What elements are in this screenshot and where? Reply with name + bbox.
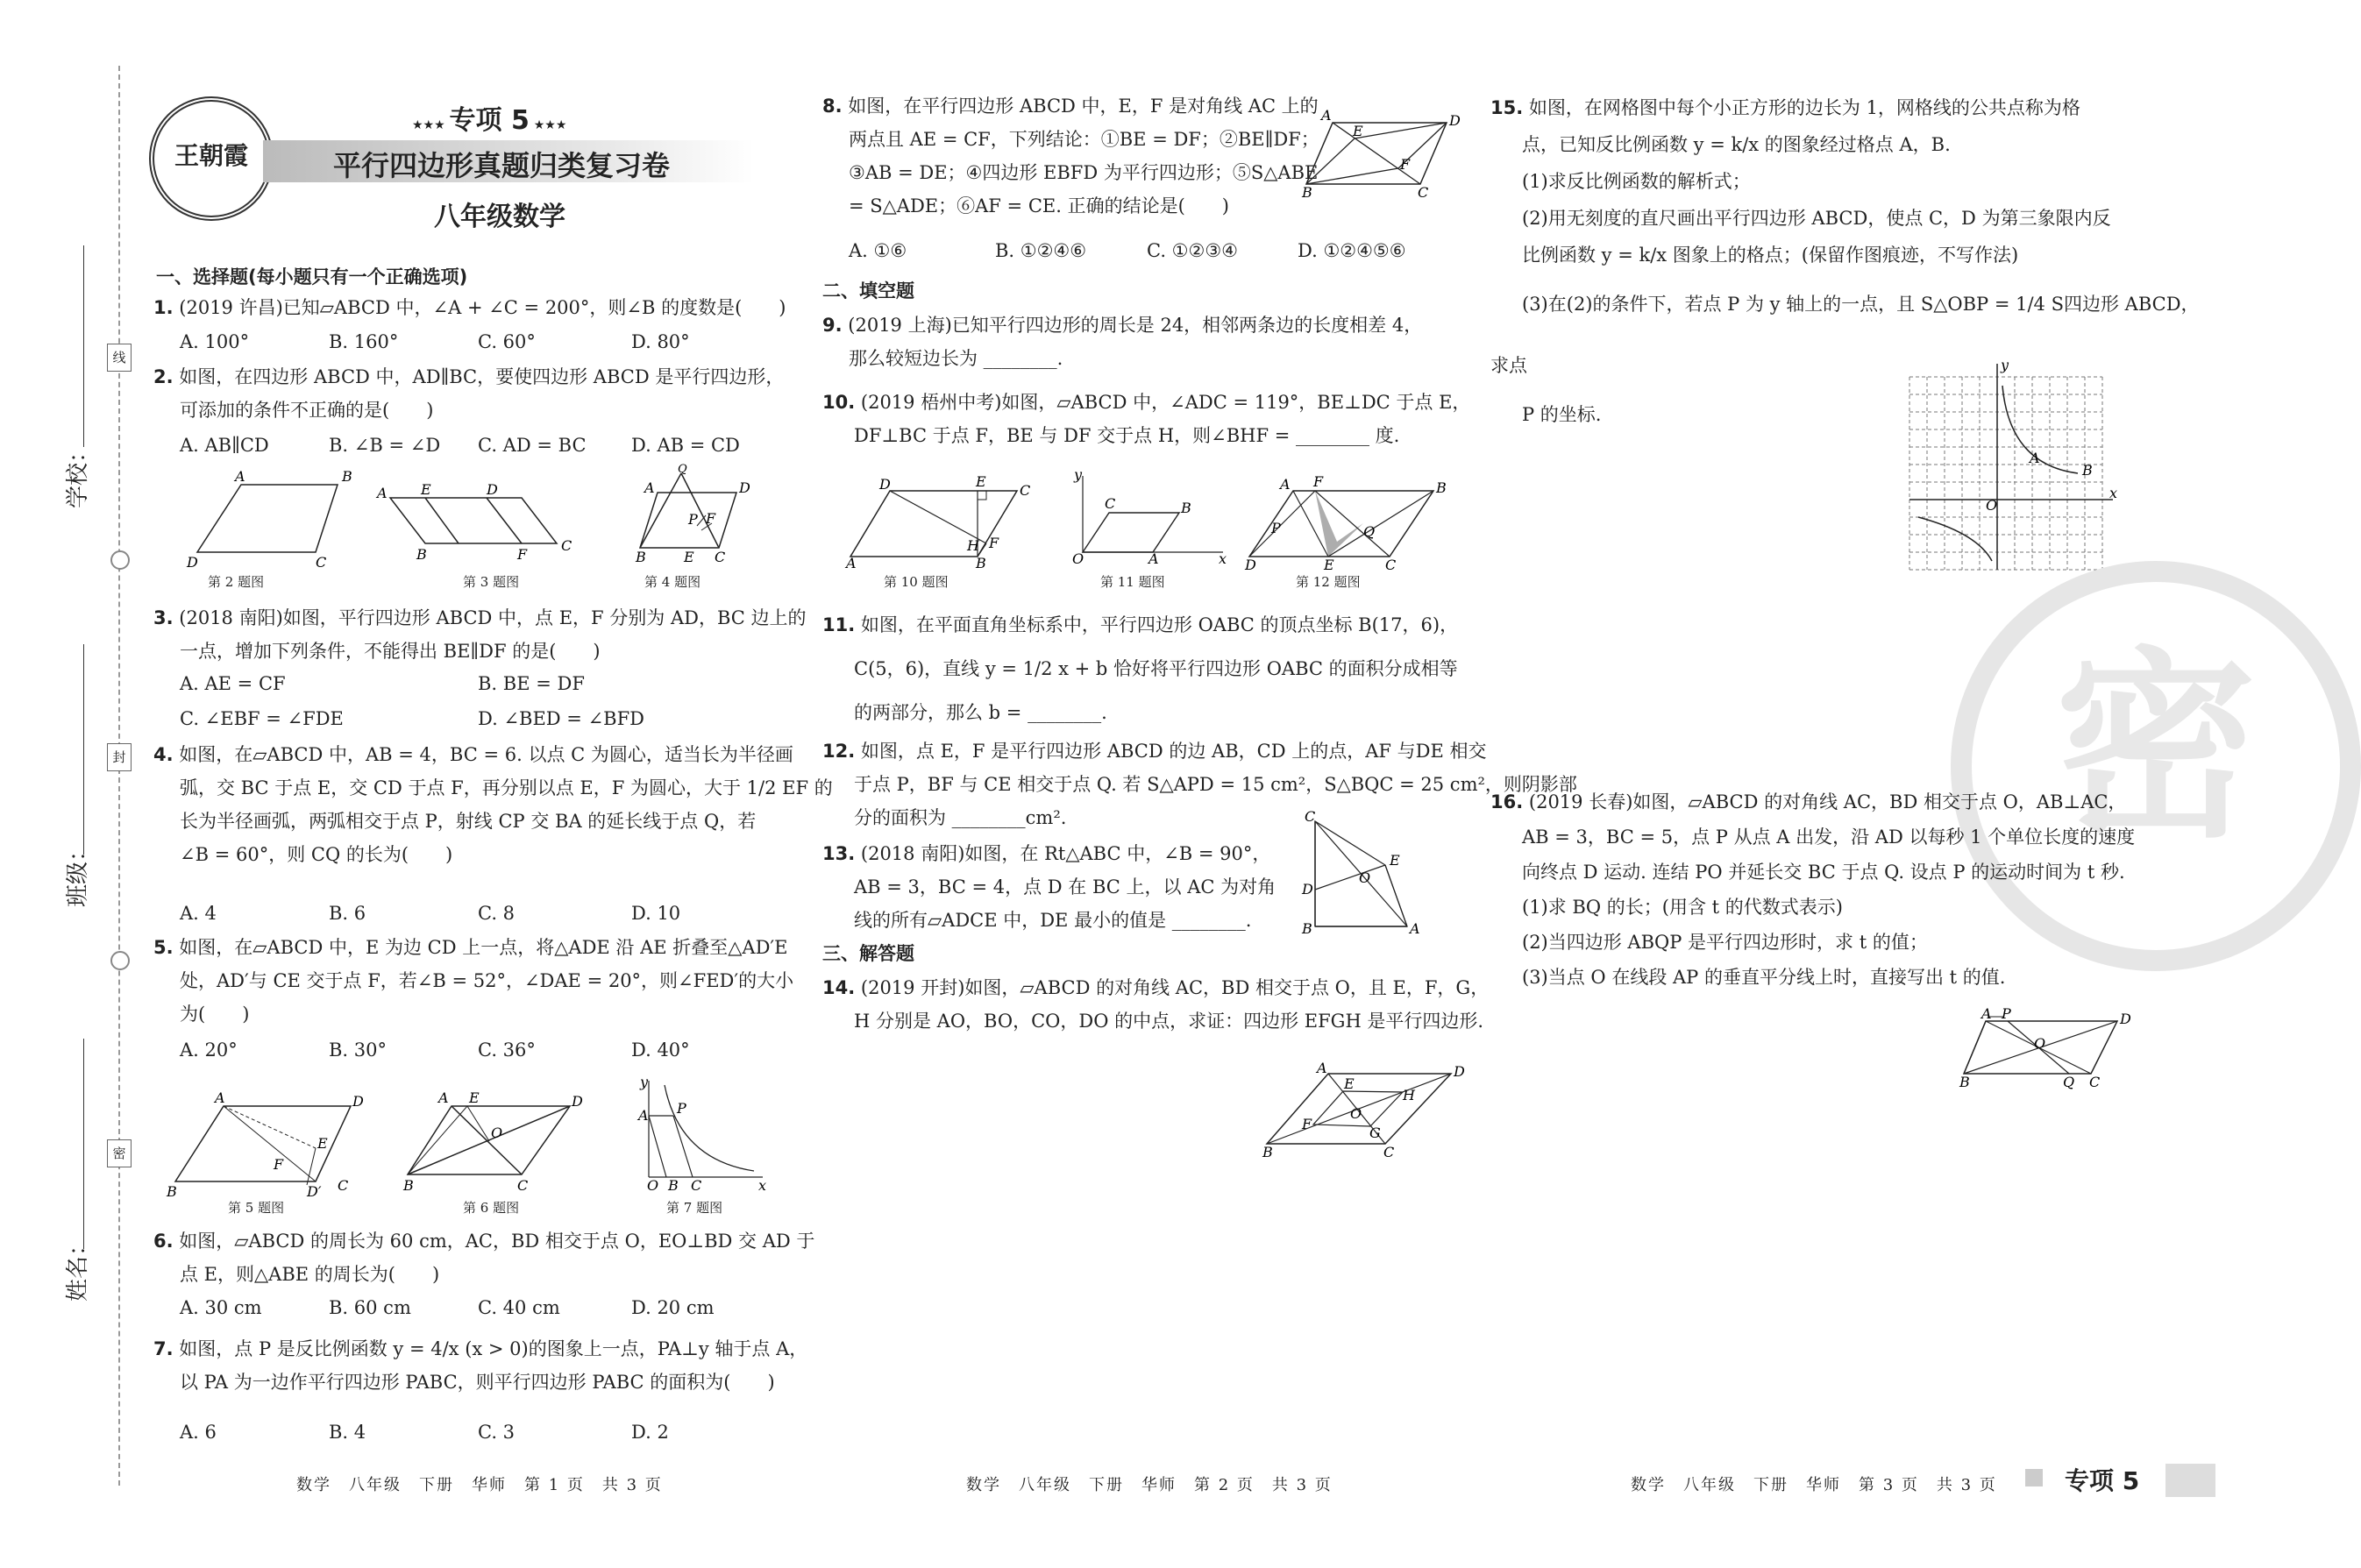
subject-tag-text: 专项 5 (449, 105, 530, 136)
class-line (83, 644, 84, 855)
question-number: 1. (153, 297, 174, 318)
school-line (83, 245, 84, 447)
question-text: DF⊥BC 于点 F，BE 与 DF 交于点 H，则∠BHF = ________ 度. (854, 425, 1400, 446)
option-d: D. 10 (631, 903, 681, 924)
svg-text:E: E (469, 1089, 480, 1106)
figure-3 (373, 482, 574, 565)
figure-4 (636, 463, 758, 570)
question-text: 长为半径画弧，两弧相交于点 P，射线 CP 交 BA 的延长线于点 Q，若 (180, 811, 757, 832)
question-text: P 的坐标. (1522, 404, 1602, 425)
question-9 (822, 309, 1422, 375)
option-b: B. 160° (329, 331, 399, 352)
figure-6 (403, 1087, 587, 1196)
logo (149, 96, 274, 221)
svg-text:D: D (2120, 1011, 2131, 1027)
question-text: AB = 3，BC = 5，点 P 从点 A 出发，沿 AD 以每秒 1 个单位长度的速度 (1522, 827, 2136, 848)
page-title: 平行四边形真题归类复习卷 (333, 149, 671, 182)
question-text: 如图，点 E，F 是平行四边形 ABCD 的边 AB，CD 上的点，AF 与DE 相交 (860, 741, 1487, 762)
svg-text:C: C (1418, 184, 1429, 201)
question-text: 如图，在四边形 ABCD 中，AD∥BC，要使四边形 ABCD 是平行四边形， (179, 366, 785, 387)
svg-text:F: F (517, 546, 528, 563)
option-c: C. 60° (478, 331, 536, 352)
svg-text:D: D (1302, 881, 1313, 898)
svg-text:F: F (706, 510, 716, 527)
question-text: AB = 3，BC = 4，点 D 在 BC 上，以 AC 为对角 (854, 876, 1277, 898)
svg-text:B: B (1959, 1074, 1970, 1090)
caption-fig12: 第 12 题图 (1296, 574, 1361, 590)
svg-text:D: D (1245, 557, 1256, 573)
option-b: B. 30° (329, 1039, 388, 1061)
question-number: 13. (822, 843, 856, 864)
svg-text:C: C (1305, 808, 1316, 825)
option-c: C. ∠EBF = ∠FDE (180, 708, 344, 729)
option-c: C. 8 (478, 903, 516, 924)
option-b: B. ∠B = ∠D (329, 435, 441, 456)
option-a: A. AB∥CD (180, 435, 269, 456)
svg-text:P: P (677, 1100, 686, 1117)
svg-text:C: C (1385, 557, 1397, 573)
svg-text:E: E (1390, 852, 1400, 869)
section-fill: 二、填空题 (822, 280, 914, 302)
svg-text:F: F (1313, 473, 1324, 490)
svg-text:C: C (2089, 1074, 2101, 1090)
svg-text:F: F (989, 535, 999, 551)
footer-bar (2165, 1464, 2215, 1497)
binding-line (118, 66, 120, 1486)
figure-10 (846, 473, 1030, 570)
figure-16 (1959, 1005, 2131, 1091)
svg-text:B: B (668, 1177, 679, 1194)
footer-decor (2025, 1469, 2043, 1486)
svg-text:B: B (403, 1177, 414, 1194)
question-text: (2019 梧州中考)如图，▱ABCD 中，∠ADC = 119°，BE⊥DC 于点 E， (860, 392, 1471, 413)
svg-text:Q: Q (678, 463, 687, 476)
question-text: 处，AD′与 CE 交于点 F，若∠B = 52°，∠DAE = 20°，则∠FED′的大小 (180, 970, 794, 991)
svg-text:E: E (1344, 1075, 1355, 1092)
svg-text:B: B (1302, 920, 1312, 937)
question-number: 5. (153, 937, 174, 958)
svg-text:D: D (1454, 1063, 1465, 1080)
school-label: 学校： (65, 439, 91, 508)
option-c: C. AD = BC (478, 435, 587, 456)
question-5 (153, 931, 793, 1031)
svg-text:x: x (758, 1177, 767, 1194)
question-text: (1)求反比例函数的解析式； (1522, 171, 1751, 192)
caption-fig3: 第 3 题图 (463, 574, 520, 590)
svg-text:A: A (1280, 476, 1291, 493)
question-number: 14. (822, 977, 856, 998)
svg-text:A: A (1321, 107, 1332, 124)
question-text: 可添加的条件不正确的是( ) (180, 400, 434, 421)
svg-text:D: D (352, 1093, 364, 1110)
svg-text:H: H (967, 537, 979, 554)
svg-text:x: x (2109, 485, 2118, 501)
question-text: (3)当点 O 在线段 AP 的垂直平分线上时，直接写出 t 的值. (1522, 967, 2006, 988)
svg-text:B: B (1262, 1144, 1273, 1160)
logo-text: 王朝霞 (174, 141, 248, 170)
option-a: A. 30 cm (180, 1297, 262, 1318)
question-text: (2019 开封)如图，▱ABCD 的对角线 AC，BD 相交于点 O，且 E，F，G， (860, 977, 1490, 998)
svg-text:H: H (1403, 1087, 1415, 1103)
svg-text:P: P (1271, 520, 1281, 536)
question-16 (1490, 784, 2135, 995)
svg-text:O: O (647, 1177, 659, 1194)
svg-text:F: F (1400, 156, 1411, 173)
question-number: 16. (1490, 791, 1524, 812)
svg-text:Q: Q (2063, 1074, 2075, 1090)
svg-text:C: C (691, 1177, 702, 1194)
svg-text:E: E (976, 473, 986, 490)
svg-text:A: A (235, 468, 245, 485)
svg-text:O: O (1350, 1105, 1362, 1122)
svg-text:A: A (638, 1107, 649, 1124)
question-text: 为( ) (180, 1004, 250, 1025)
svg-text:A: A (215, 1089, 225, 1106)
option-b: B. 60 cm (329, 1297, 411, 1318)
svg-text:y: y (2001, 357, 2009, 373)
question-7 (153, 1332, 807, 1399)
stars-left-icon: ★★★ (412, 118, 450, 132)
svg-text:C: C (1020, 482, 1031, 499)
option-a: A. 100° (180, 331, 250, 352)
question-10 (822, 386, 1470, 452)
question-number: 8. (822, 96, 843, 117)
caption-fig4: 第 4 题图 (644, 574, 701, 590)
svg-text:C: C (1105, 495, 1116, 512)
option-d: D. ①②④⑤⑥ (1298, 240, 1406, 261)
svg-text:O: O (491, 1125, 503, 1141)
figure-7 (631, 1074, 772, 1194)
option-a: A. 4 (180, 903, 217, 924)
footer-tag: 专项 5 (2065, 1466, 2140, 1495)
question-text: 于点 P，BF 与 CE 相交于点 Q. 若 S△APD = 15 cm²，S△BQC = 25 cm²，则阴影部 (854, 774, 1577, 795)
option-d: D. 20 cm (631, 1297, 715, 1318)
question-6 (153, 1224, 814, 1291)
svg-text:B: B (976, 555, 986, 571)
svg-text:B: B (1436, 479, 1447, 496)
class-label: 班级： (65, 838, 91, 907)
question-text: 一点，增加下列条件，不能得出 BE∥DF 的是( ) (180, 641, 601, 662)
question-text: 如图，在平面直角坐标系中，平行四边形 OABC 的顶点坐标 B(17，6)， (860, 614, 1459, 635)
caption-fig2: 第 2 题图 (208, 574, 265, 590)
footer-page-1: 数学 八年级 下册 华师 第 1 页 共 3 页 (296, 1476, 663, 1494)
question-2 (153, 360, 784, 427)
question-text: H 分别是 AO，BO，CO，DO 的中点，求证：四边形 EFGH 是平行四边形. (854, 1011, 1484, 1032)
question-text: (3)在(2)的条件下，若点 P 为 y 轴上的一点，且 S△OBP = 1/4 S四边形 ABCD，求点 (1490, 294, 2200, 376)
svg-text:C: C (517, 1177, 529, 1194)
question-number: 4. (153, 744, 174, 765)
question-text: (2)用无刻度的直尺画出平行四边形 ABCD，使点 C，D 为第三象限内反 (1522, 208, 2111, 229)
svg-text:E: E (1353, 123, 1363, 139)
question-text: (2018 南阳)如图，平行四边形 ABCD 中，点 E，F 分别为 AD，BC 边上的 (179, 607, 807, 628)
option-d: D. 40° (631, 1039, 690, 1061)
svg-text:C: C (561, 537, 572, 554)
question-text: (2018 南阳)如图，在 Rt△ABC 中，∠B = 90°， (860, 843, 1271, 864)
svg-text:A: A (438, 1089, 449, 1106)
seal-char-feng: 封 (107, 743, 132, 771)
question-text: 如图，在▱ABCD 中，E 为边 CD 上一点，将△ADE 沿 AE 折叠至△AD′E (179, 937, 788, 958)
question-text: (2019 上海)已知平行四边形的周长是 24，相邻两条边的长度相差 4， (848, 315, 1423, 336)
svg-text:F: F (1302, 1116, 1312, 1132)
svg-text:E: E (684, 549, 694, 565)
svg-text:A: A (644, 479, 655, 496)
question-text: = S△ADE；⑥AF = CE. 正确的结论是( ) (849, 195, 1229, 216)
svg-text:D: D (487, 481, 498, 498)
name-line (83, 1039, 84, 1249)
svg-text:A: A (1148, 550, 1159, 567)
figure-15 (1902, 359, 2122, 574)
svg-text:P: P (688, 511, 698, 528)
option-d: D. 2 (631, 1422, 669, 1443)
question-number: 7. (153, 1338, 174, 1359)
svg-text:D: D (879, 476, 891, 493)
caption-fig7: 第 7 题图 (666, 1200, 723, 1216)
svg-text:G: G (1369, 1125, 1381, 1141)
option-b: B. 4 (329, 1422, 366, 1443)
question-number: 3. (153, 607, 174, 628)
question-4 (153, 738, 833, 871)
caption-fig6: 第 6 题图 (463, 1200, 520, 1216)
figure-2 (184, 469, 359, 570)
question-text: 点，已知反比例函数 y = k/x 的图象经过格点 A，B. (1522, 134, 1951, 155)
question-text: (2)当四边形 ABQP 是平行四边形时，求 t 的值； (1522, 932, 1928, 953)
svg-text:A: A (377, 485, 388, 501)
question-text: ∠B = 60°，则 CQ 的长为( ) (180, 844, 453, 865)
svg-text:C: C (316, 554, 327, 571)
binding-hole (110, 951, 130, 970)
question-text: 比例函数 y = k/x 图象上的格点；(保留作图痕迹，不写作法) (1522, 245, 2019, 266)
option-b: B. 6 (329, 903, 366, 924)
question-text: 如图，在网格图中每个小正方形的边长为 1，网格线的公共点称为格 (1528, 97, 2080, 118)
svg-text:B: B (1302, 184, 1312, 201)
footer-page-2: 数学 八年级 下册 华师 第 2 页 共 3 页 (966, 1476, 1333, 1494)
svg-text:O: O (1986, 497, 1998, 514)
question-text: 分的面积为 ________cm². (854, 807, 1067, 828)
option-c: C. 40 cm (478, 1297, 560, 1318)
svg-text:y: y (1074, 466, 1083, 483)
svg-text:B: B (416, 546, 427, 563)
question-1 (153, 291, 786, 324)
stars-right-icon: ★★★ (529, 118, 567, 132)
question-11 (822, 603, 1458, 734)
option-a: A. 6 (180, 1422, 217, 1443)
question-number: 12. (822, 741, 856, 762)
option-c: C. 36° (478, 1039, 536, 1061)
svg-text:O: O (1359, 869, 1371, 886)
question-13 (822, 837, 1276, 937)
option-b: B. BE = DF (478, 673, 585, 694)
seal-char-xian: 线 (107, 344, 132, 372)
figure-8 (1302, 107, 1461, 201)
figure-14 (1262, 1061, 1464, 1161)
question-number: 6. (153, 1231, 174, 1252)
option-a: A. AE = CF (180, 673, 286, 694)
svg-text:A: A (1410, 920, 1420, 937)
svg-text:D: D (572, 1093, 583, 1110)
section-answer: 三、解答题 (822, 943, 914, 964)
question-text: 如图，点 P 是反比例函数 y = 4/x (x > 0)的图象上一点，PA⊥y 轴于点 A， (179, 1338, 808, 1359)
svg-text:E: E (317, 1135, 328, 1152)
svg-text:C: C (715, 549, 726, 565)
svg-text:x: x (1219, 550, 1227, 567)
option-d: D. 80° (631, 331, 690, 352)
svg-text:A: A (1317, 1060, 1327, 1076)
seal-char-mi: 密 (107, 1139, 132, 1167)
svg-text:A: A (1981, 1005, 1992, 1022)
option-c: C. 3 (478, 1422, 516, 1443)
svg-text:E: E (1324, 557, 1334, 573)
svg-text:D: D (1449, 112, 1461, 129)
question-text: 线的所有▱ADCE 中，DE 最小的值是 ________. (854, 910, 1252, 931)
question-text: 如图，在▱ABCD 中，AB = 4，BC = 6. 以点 C 为圆心，适当长为半径画 (179, 744, 793, 765)
question-number: 10. (822, 392, 856, 413)
figure-13 (1298, 808, 1429, 938)
page-subtitle: 八年级数学 (434, 202, 565, 232)
svg-text:C: C (1383, 1144, 1395, 1160)
svg-text:B: B (1181, 500, 1191, 516)
question-text: 那么较短边长为 ________. (849, 348, 1063, 369)
question-3 (153, 601, 807, 668)
svg-text:O: O (2034, 1035, 2046, 1052)
question-text: 弧，交 BC 于点 E，交 CD 于点 F，再分别以点 E，F 为圆心，大于 1/2 EF 的 (180, 777, 833, 798)
figure-5 (167, 1087, 368, 1201)
question-12 (822, 734, 1577, 834)
watermark-text: 密 (2054, 631, 2257, 865)
figure-12 (1245, 473, 1447, 573)
question-text: 的两部分，那么 b = ________. (854, 702, 1107, 723)
svg-text:F: F (274, 1156, 284, 1173)
caption-fig5: 第 5 题图 (228, 1200, 285, 1216)
option-b: B. ①②④⑥ (995, 240, 1087, 261)
caption-fig10: 第 10 题图 (884, 574, 949, 590)
subject-tag (412, 98, 566, 137)
svg-text:Q: Q (1363, 523, 1376, 540)
option-d: D. ∠BED = ∠BFD (478, 708, 645, 729)
svg-text:D′: D′ (307, 1183, 322, 1200)
question-number: 9. (822, 315, 843, 336)
svg-text:C: C (338, 1177, 349, 1194)
footer-page-3: 数学 八年级 下册 华师 第 3 页 共 3 页 (1631, 1476, 1997, 1494)
caption-fig11: 第 11 题图 (1100, 574, 1165, 590)
svg-text:B: B (2082, 462, 2093, 479)
svg-text:y: y (640, 1074, 649, 1090)
question-text: 两点且 AE = CF，下列结论：①BE = DF；②BE∥DF； (849, 129, 1319, 150)
svg-text:P: P (2002, 1005, 2011, 1022)
question-number: 11. (822, 614, 856, 635)
option-a: A. 20° (180, 1039, 238, 1061)
figure-11 (1065, 466, 1232, 567)
question-text: (1)求 BQ 的长；(用含 t 的代数式表示) (1522, 897, 1843, 918)
question-text: 以 PA 为一边作平行四边形 PABC，则平行四边形 PABC 的面积为( ) (180, 1372, 775, 1393)
question-text: C(5，6)，直线 y = 1/2 x + b 恰好将平行四边形 OABC 的面积分成相等 (854, 658, 1458, 679)
svg-text:B: B (636, 549, 646, 565)
svg-text:E: E (421, 481, 431, 498)
svg-text:B: B (342, 468, 352, 485)
question-text: 向终点 D 运动. 连结 PO 并延长交 BC 于点 Q. 设点 P 的运动时间为 t 秒. (1522, 862, 2125, 883)
option-c: C. ①②③④ (1147, 240, 1238, 261)
question-text: ③AB = DE；④四边形 EBFD 为平行四边形；⑤S△ABE (849, 162, 1319, 183)
question-8 (822, 89, 1319, 223)
option-d: D. AB = CD (631, 435, 740, 456)
svg-text:D: D (187, 554, 198, 571)
svg-text:A: A (2030, 450, 2040, 466)
question-14 (822, 971, 1489, 1038)
question-text: 如图，在平行四边形 ABCD 中，E，F 是对角线 AC 上的 (848, 96, 1319, 117)
question-number: 15. (1490, 97, 1524, 118)
question-text: 如图，▱ABCD 的周长为 60 cm，AC，BD 相交于点 O，EO⊥BD 交 AD 于 (179, 1231, 815, 1252)
svg-text:O: O (1072, 550, 1084, 567)
question-text: (2019 长春)如图，▱ABCD 的对角线 AC，BD 相交于点 O，AB⊥AC， (1528, 791, 2127, 812)
svg-text:B: B (167, 1183, 177, 1200)
name-label: 姓名： (65, 1232, 91, 1302)
question-text: 点 E，则△ABE 的周长为( ) (180, 1264, 440, 1285)
section-choice: 一、选择题(每小题只有一个正确选项) (156, 266, 468, 287)
question-number: 2. (153, 366, 174, 387)
option-a: A. ①⑥ (849, 240, 907, 261)
binding-hole (110, 550, 130, 570)
svg-text:A: A (846, 555, 857, 571)
question-text: (2019 许昌)已知▱ABCD 中，∠A + ∠C = 200°，则∠B 的度数是( ) (179, 297, 786, 318)
svg-text:D: D (739, 479, 750, 496)
